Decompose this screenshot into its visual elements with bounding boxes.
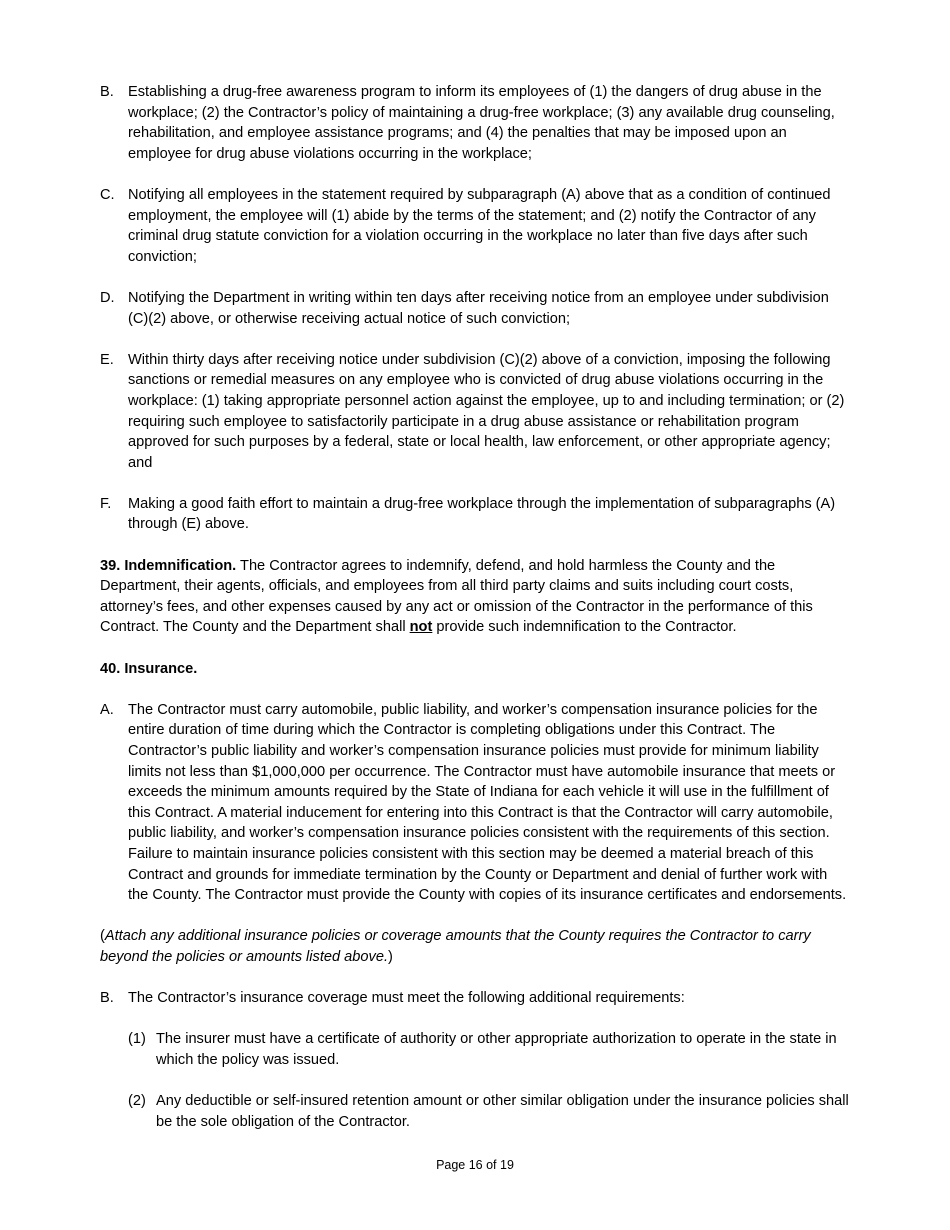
list-item-text: Establishing a drug-free awareness program to inform its employees of (1) the dangers of drug abuse in the workplace; (2) the Contractor’s policy of maintaining a drug-free workplace; (3) any available drug counseling, rehabilitation, and employee assistance programs; and (4) the penalties that may be imposed upon an employee for drug abuse violations occurring in the workplace; [128, 84, 835, 162]
page-number: Page 16 of 19 [436, 1158, 514, 1172]
list-item-f [100, 494, 850, 535]
document-page [100, 82, 850, 1153]
list-item-text: The Contractor must carry automobile, public liability, and worker’s compensation insurance policies for the entire duration of time during which the Contractor is completing obligations under this Contract. The Contractor’s public liability and worker’s compensation insurance policies must provide for minimum liability limits not less than $1,000,000 per occurrence. The Contractor must have automobile insurance that meets or exceeds the minimum amounts required by the State of Indiana for each vehicle it will use in the fulfillment of this Contract. A material inducement for entering into this Contract is that the Contractor will carry automobile, public liability, and worker’s compensation insurance policies consistent with the requirements of this section. Failure to maintain insurance policies consistent with this section may be deemed a material breach of this Contract and grounds for immediate termination by the County or Department and denial of further work with the County. The Contractor must provide the County with copies of its insurance certificates and endorsements. [128, 701, 847, 904]
list-item-b [100, 82, 850, 164]
insurance-subitem-1 [100, 1029, 850, 1070]
list-item-text: The Contractor’s insurance coverage must meet the following additional requirements: [128, 990, 685, 1007]
list-item-text: Notifying the Department in writing within ten days after receiving notice from an employee under subdivision (C)(2) above, or otherwise receiving actual notice of such conviction; [128, 289, 829, 327]
sublist-item-text: Any deductible or self-insured retention amount or other similar obligation under the insurance policies shall be the sole obligation of the Contractor. [156, 1093, 849, 1130]
section-39-indemnification [100, 556, 850, 638]
list-item-text: Notifying all employees in the statement required by subparagraph (A) above that as a condition of continued employment, the employee will (1) abide by the terms of the statement; and (2) notify the Contractor of any criminal drug statute conviction for a violation occurring in the workplace no later than five days after such conviction; [128, 186, 831, 265]
section-text: The Contractor agrees to indemnify, defend, and hold harmless the County and the Department, their agents, officials, and employees from all third party claims and suits including court costs, attorney’s fees, and other expenses caused by any act or omission of the Contractor in the performance of this Contract. The County and the Department shall [100, 557, 813, 636]
list-marker: F. [100, 495, 112, 512]
section-heading: 39. Indemnification. [100, 557, 237, 574]
note-text: Attach any additional insurance policies or coverage amounts that the County requires the Contractor to carry beyond the policies or amounts listed above. [100, 928, 811, 965]
insurance-subitem-2 [100, 1091, 850, 1132]
note-open-paren: ( [100, 928, 105, 945]
list-item-text: Within thirty days after receiving notice under subdivision (C)(2) above of a conviction, imposing the following sanctions or remedial measures on any employee who is convicted of drug abuse violations occurring in the workplace: (1) taking appropriate personnel action against the employee, up to and including termination; or (2) requiring such employee to satisfactorily participate in a drug abuse assistance or rehabilitation program approved for such purposes by a federal, state or local health, law enforcement, or other appropriate agency; and [128, 351, 845, 471]
emphasis-not: not [409, 619, 433, 636]
note-close-paren: ) [388, 948, 393, 965]
list-marker: C. [100, 186, 115, 203]
list-item-c [100, 185, 850, 267]
list-marker: D. [100, 289, 115, 306]
list-marker: B. [100, 990, 114, 1007]
insurance-item-b [100, 988, 850, 1009]
insurance-note [100, 926, 850, 967]
list-marker: A. [100, 701, 114, 718]
list-marker: E. [100, 351, 114, 368]
section-text-end: provide such indemnification to the Contractor. [432, 619, 737, 636]
sublist-marker: (1) [128, 1031, 146, 1048]
sublist-marker: (2) [128, 1093, 146, 1110]
list-item-text: Making a good faith effort to maintain a drug-free workplace through the implementation of subparagraphs (A) through (E) above. [128, 495, 836, 533]
section-40-heading: 40. Insurance. [100, 660, 198, 677]
insurance-item-a [100, 700, 850, 906]
list-item-e [100, 350, 850, 474]
list-item-d [100, 288, 850, 329]
sublist-item-text: The insurer must have a certificate of authority or other appropriate authorization to operate in the state in which the policy was issued. [156, 1031, 837, 1068]
list-marker: B. [100, 84, 114, 100]
